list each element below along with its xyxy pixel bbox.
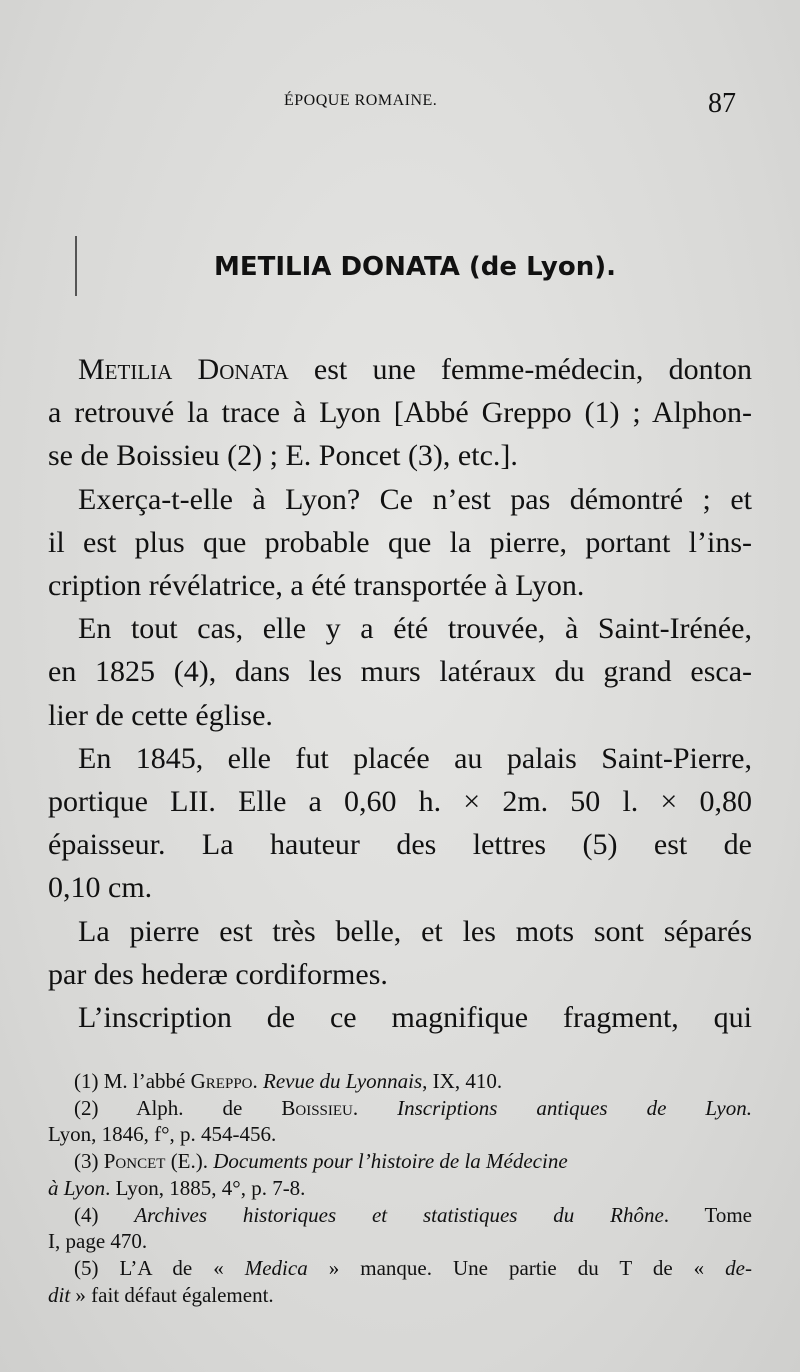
text-line: cription révélatrice, a été transportée à Lyon. [48, 569, 585, 603]
footnote-3-cont [48, 1175, 752, 1202]
footnote-work-title: Revue du Lyonnais [263, 1069, 423, 1093]
name-small-caps: Metilia Donata [78, 353, 289, 386]
footnote-author: Poncet [103, 1149, 166, 1174]
footnote-4 [48, 1202, 752, 1229]
text-line: portique LII. Elle a 0,60 h. × 2m. 50 l. × 0,80 [48, 785, 752, 819]
text-line: La pierre est très belle, et les mots sont séparés [78, 914, 752, 948]
article-body [48, 348, 752, 1039]
footnote-3 [48, 1148, 752, 1175]
footnote-text: (5) L’A de « [74, 1255, 245, 1280]
text-line: 0,10 cm. [48, 871, 153, 905]
footnote-2 [48, 1095, 752, 1122]
footnote-text: (E.). [165, 1149, 214, 1174]
footnote-word: de- [725, 1255, 752, 1280]
footnote-text: (3) [74, 1149, 104, 1174]
footnote-1 [48, 1068, 752, 1095]
footnote-text: . [252, 1069, 263, 1093]
text-line: se de Boissieu (2) ; E. Poncet (3), etc.]. [48, 439, 518, 473]
footnote-text: » fait défaut également. [70, 1282, 274, 1307]
text-line: En 1845, elle fut placée au palais Saint-Pierre, [78, 741, 752, 775]
text-line: épaisseur. La hauteur des lettres (5) est de [48, 828, 752, 862]
footnote-text: . Tome [663, 1202, 752, 1227]
footnote-work-title: à Lyon [48, 1175, 106, 1200]
article-title: METILIA DONATA (de Lyon). [214, 252, 616, 282]
footnote-word: dit [48, 1282, 71, 1307]
footnote-text: » manque. Une partie du T de « [307, 1255, 726, 1280]
running-head [0, 88, 800, 124]
text-line: L’inscription de ce magnifique fragment, qui [78, 1001, 752, 1035]
footnote-work-title: Documents pour l’histoire de la Médecine [213, 1149, 568, 1174]
text-line: lier de cette église. [48, 698, 273, 732]
footnote-author: Greppo [190, 1069, 253, 1093]
page-number: 87 [708, 88, 736, 119]
footnote-text: (2) Alph. de [74, 1095, 282, 1120]
text-line: a retrouvé la trace à Lyon [Abbé Greppo (1) ; Alphon- [48, 396, 752, 430]
footnote-work-title: Archives historiques et statistiques du Rhône [134, 1202, 664, 1227]
footnote-text: (1) M. l’abbé [74, 1069, 191, 1093]
text-line: en 1825 (4), dans les murs latéraux du grand esca- [48, 655, 752, 689]
text-line: par des hederæ cordiformes. [48, 957, 388, 991]
running-title: ÉPOQUE ROMAINE. [284, 92, 438, 109]
text-line [48, 348, 752, 391]
footnotes [48, 1068, 752, 1308]
footnote-author: Boissieu [281, 1095, 353, 1120]
footnote-5-cont [48, 1282, 752, 1309]
footnote-work-title: Inscriptions antiques de Lyon. [397, 1095, 752, 1120]
footnote-text: . Lyon, 1885, 4°, p. 7-8. [105, 1175, 306, 1200]
text-line: il est plus que probable que la pierre, portant l’ins- [48, 525, 752, 559]
footnote-text: . [352, 1095, 398, 1120]
footnote-5 [48, 1255, 752, 1282]
footnote-2-cont: Lyon, 1846, f°, p. 454-456. [48, 1122, 277, 1147]
footnote-text: , IX, 410. [422, 1069, 503, 1093]
text-run: est une femme-médecin, donton [288, 353, 752, 386]
text-line: Exerça-t-elle à Lyon? Ce n’est pas démontré ; et [78, 482, 752, 516]
footnote-word: Medica [244, 1255, 308, 1280]
footnote-text: (4) [74, 1202, 135, 1227]
text-line: En tout cas, elle y a été trouvée, à Saint-Irénée, [78, 612, 752, 646]
footnote-4-cont: I, page 470. [48, 1229, 148, 1254]
